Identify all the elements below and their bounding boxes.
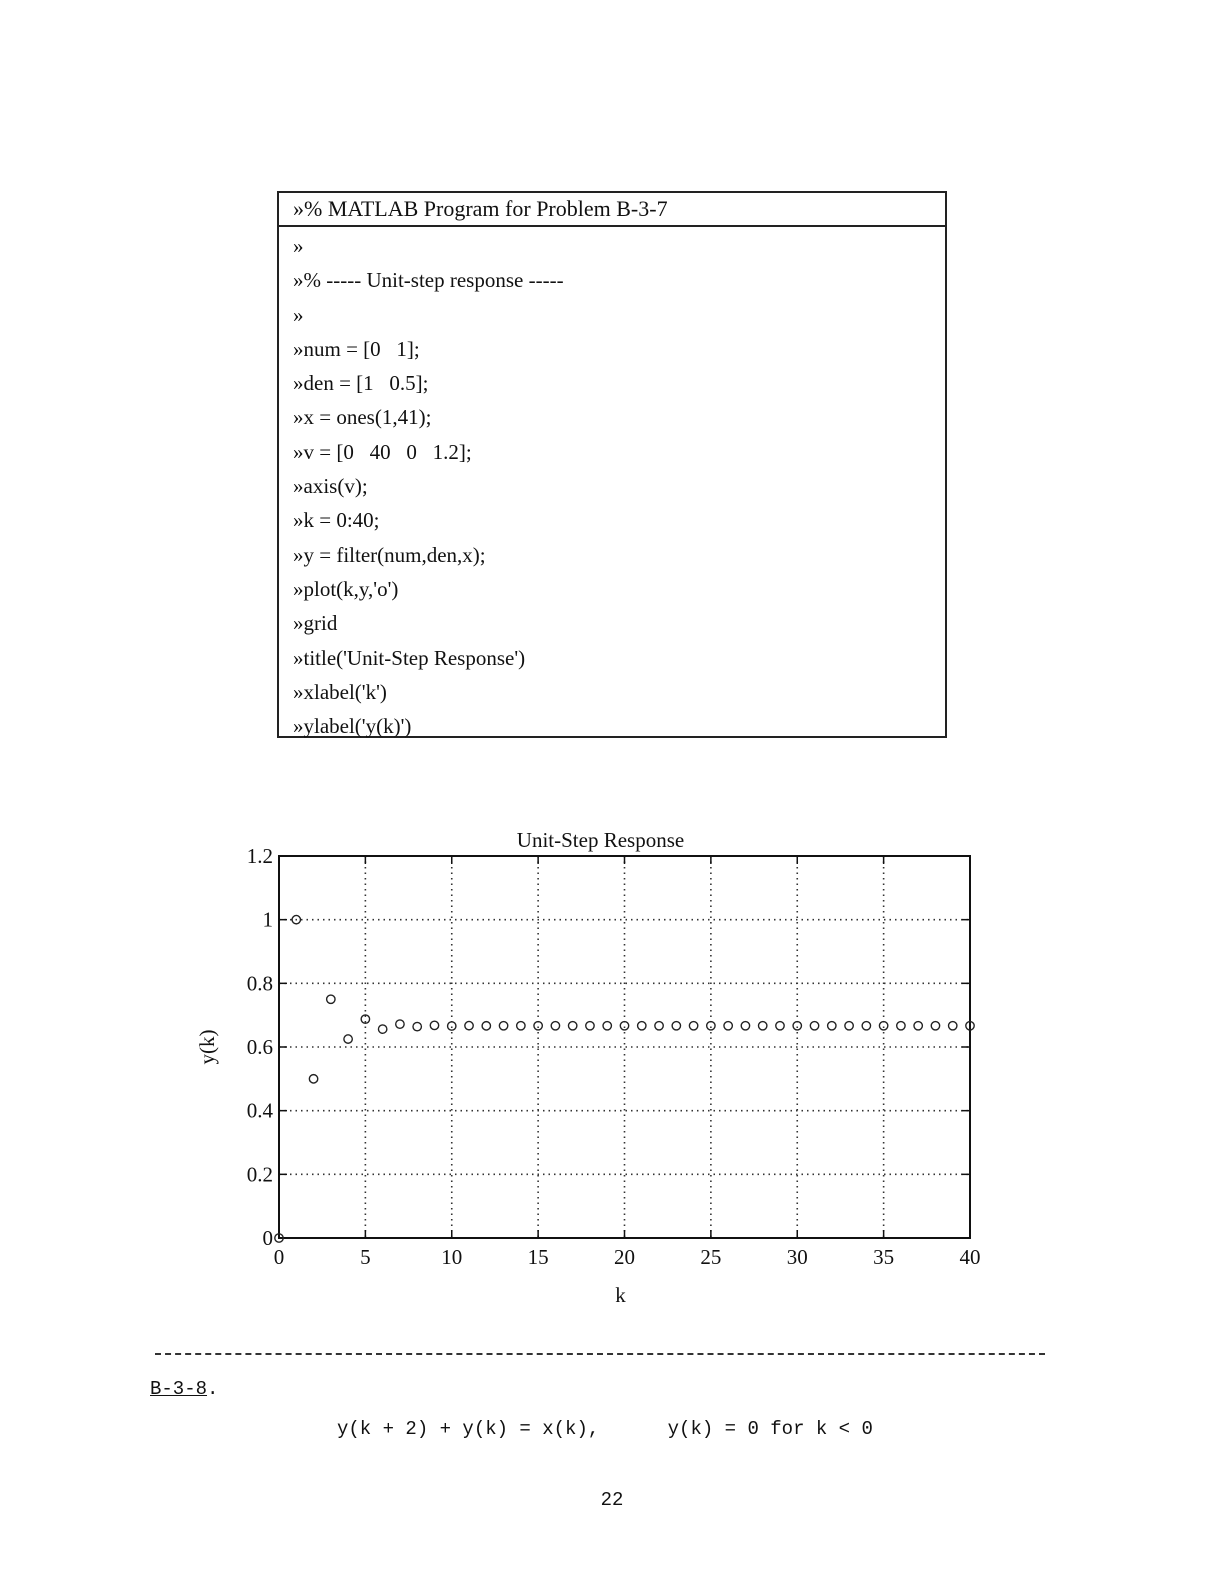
data-point xyxy=(741,1022,749,1030)
data-point xyxy=(603,1022,611,1030)
y-tick-label: 0 xyxy=(262,1226,273,1250)
code-line: »grid xyxy=(293,611,338,636)
data-point xyxy=(586,1022,594,1030)
code-line: »den = [1 0.5]; xyxy=(293,371,429,396)
data-point xyxy=(810,1022,818,1030)
code-line: »x = ones(1,41); xyxy=(293,405,432,430)
data-point xyxy=(914,1022,922,1030)
data-point xyxy=(845,1022,853,1030)
code-line: »k = 0:40; xyxy=(293,508,380,533)
data-point xyxy=(309,1075,317,1083)
page-number: 22 xyxy=(600,1489,624,1511)
data-point xyxy=(482,1022,490,1030)
data-point xyxy=(448,1022,456,1030)
chart-title: Unit-Step Response xyxy=(516,828,685,852)
code-line: » xyxy=(293,302,304,327)
code-line: » xyxy=(293,234,304,258)
x-axis-label: k xyxy=(615,1283,626,1307)
y-tick-label: 0.6 xyxy=(246,1035,273,1059)
data-point xyxy=(517,1022,525,1030)
data-point xyxy=(534,1022,542,1030)
data-point xyxy=(568,1022,576,1030)
x-tick-label: 25 xyxy=(700,1245,722,1269)
x-tick-label: 15 xyxy=(527,1245,549,1269)
y-axis-label: y(k) xyxy=(195,1029,219,1065)
x-tick-label: 40 xyxy=(959,1245,981,1269)
data-point xyxy=(378,1025,386,1033)
problem-number: B-3-8 xyxy=(150,1378,208,1400)
code-line: »v = [0 40 0 1.2]; xyxy=(293,439,472,464)
data-point xyxy=(724,1022,732,1030)
y-tick-label: 1 xyxy=(262,907,273,932)
code-line: »plot(k,y,'o') xyxy=(293,576,399,601)
problem-label xyxy=(150,1378,218,1400)
data-point xyxy=(499,1022,507,1030)
code-line: »ylabel('y(k)') xyxy=(293,714,412,739)
data-point xyxy=(793,1022,801,1030)
data-point xyxy=(430,1021,438,1029)
data-point xyxy=(879,1022,887,1030)
code-line: »num = [0 1]; xyxy=(293,336,420,361)
dashed-divider xyxy=(155,1353,1045,1355)
x-tick-label: 20 xyxy=(614,1245,635,1269)
data-point xyxy=(931,1022,939,1030)
code-line: »xlabel('k') xyxy=(293,679,387,704)
difference-equation: y(k + 2) + y(k) = x(k), y(k) = 0 for k < 0 xyxy=(337,1418,873,1440)
x-tick-label: 10 xyxy=(441,1245,463,1269)
code-line: »axis(v); xyxy=(293,474,368,499)
data-point xyxy=(759,1022,767,1030)
data-point xyxy=(344,1035,352,1043)
data-point xyxy=(620,1022,628,1030)
data-point xyxy=(465,1021,473,1029)
problem-suffix: . xyxy=(207,1378,219,1400)
x-tick-label: 30 xyxy=(786,1245,808,1269)
y-tick-label: 1.2 xyxy=(246,844,273,868)
data-point xyxy=(413,1022,421,1030)
data-point xyxy=(551,1022,559,1030)
data-point xyxy=(897,1022,905,1030)
data-point xyxy=(327,995,335,1003)
code-line: »y = filter(num,den,x); xyxy=(293,542,486,567)
data-point xyxy=(638,1022,646,1030)
y-tick-label: 0.8 xyxy=(246,971,273,996)
code-line: »title('Unit-Step Response') xyxy=(293,645,526,670)
data-point xyxy=(949,1022,957,1030)
data-point xyxy=(396,1020,404,1028)
code-line: »% ----- Unit-step response ----- xyxy=(293,268,564,293)
x-tick-label: 5 xyxy=(360,1245,371,1269)
code-header: »% MATLAB Program for Problem B-3-7 xyxy=(279,193,945,227)
data-point xyxy=(655,1022,663,1030)
data-point xyxy=(862,1022,870,1030)
data-point xyxy=(828,1022,836,1030)
data-point xyxy=(689,1022,697,1030)
x-tick-label: 35 xyxy=(873,1245,895,1269)
x-tick-label: 0 xyxy=(273,1245,285,1269)
y-tick-label: 0.2 xyxy=(246,1162,273,1187)
data-point xyxy=(776,1022,784,1030)
data-point xyxy=(707,1022,715,1030)
data-point xyxy=(672,1022,680,1030)
y-tick-label: 0.4 xyxy=(246,1098,273,1123)
